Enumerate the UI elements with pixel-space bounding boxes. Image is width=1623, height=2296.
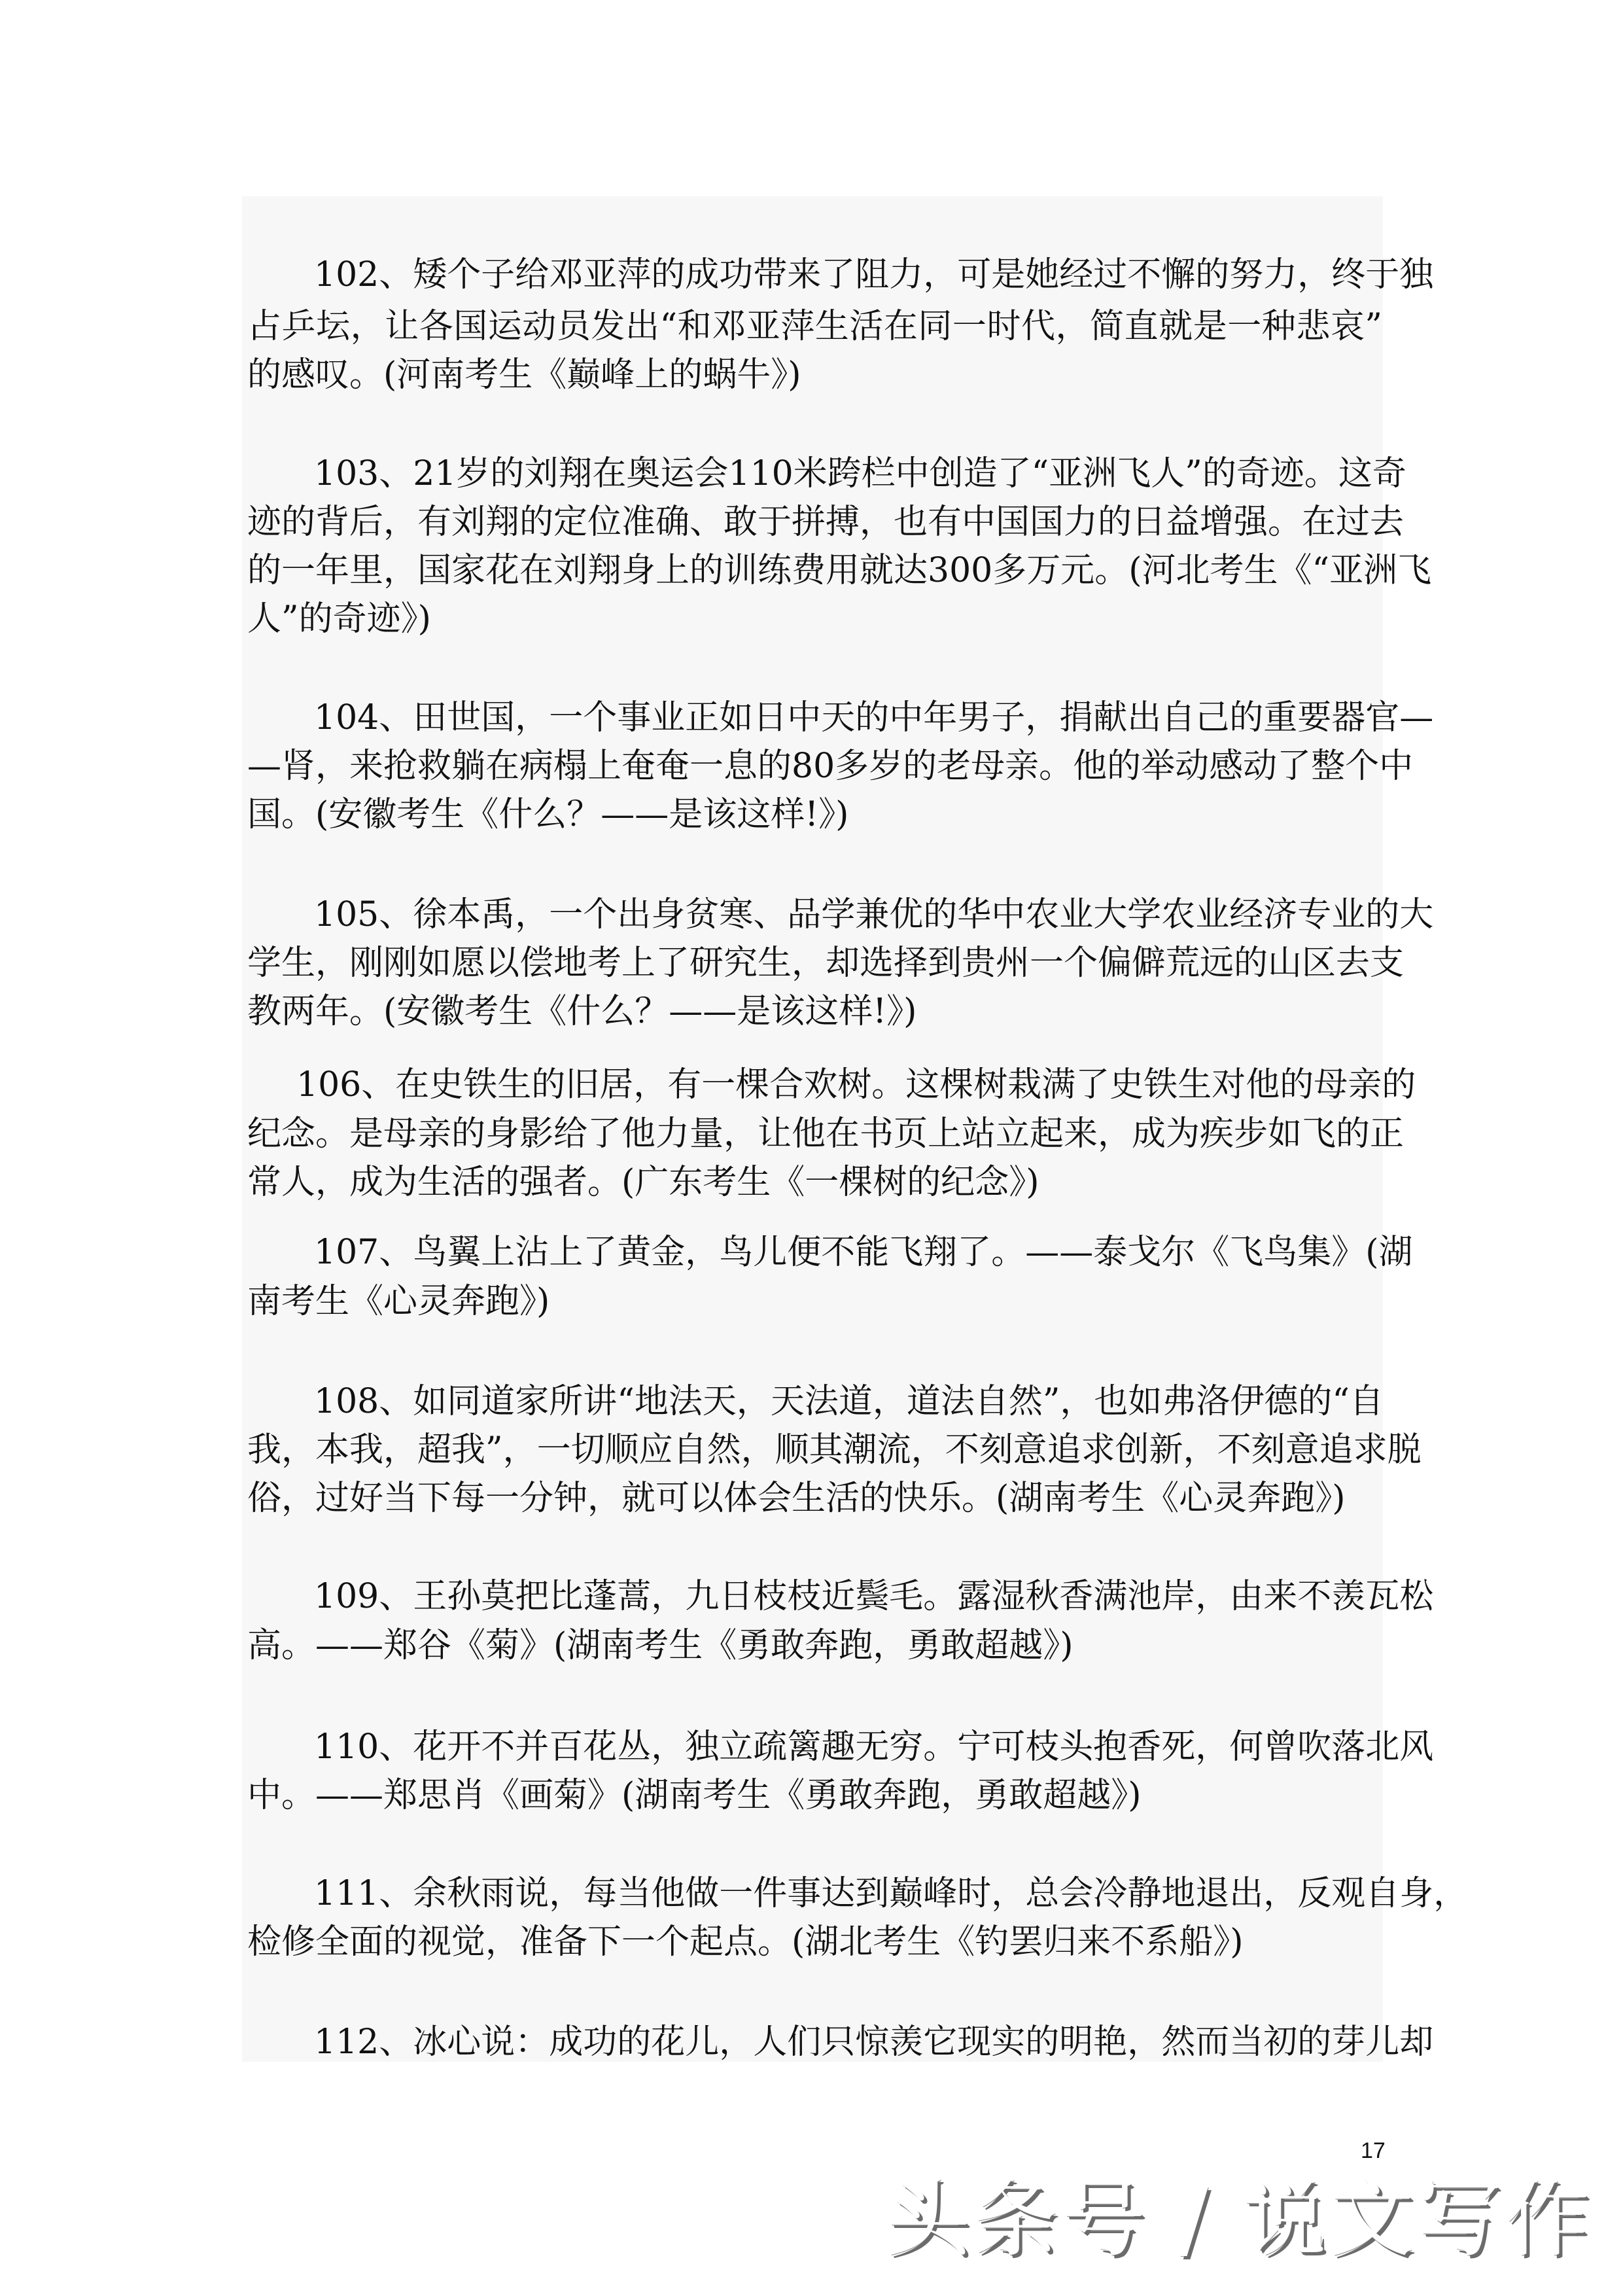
entry-104-line-2: —肾，来抢救躺在病榻上奄奄一息的80多岁的老母亲。他的举动感动了整个中 (247, 747, 1414, 786)
entry-107-line-1: 107、鸟翼上沾上了黄金，鸟儿便不能飞翔了。——泰戈尔《飞鸟集》(湖 (314, 1233, 1413, 1272)
entry-105-line-1: 105、徐本禹，一个出身贫寒、品学兼优的华中农业大学农业经济专业的大 (314, 895, 1434, 934)
page-number: 17 (1361, 2138, 1386, 2163)
entry-106-line-2: 纪念。是母亲的身影给了他力量，让他在书页上站立起来，成为疾步如飞的正 (247, 1114, 1405, 1154)
entry-109-line-1: 109、王孙莫把比蓬蒿，九日枝枝近鬓毛。露湿秋香满池岸，由来不羡瓦松 (314, 1577, 1434, 1616)
entry-108-line-3: 俗，过好当下每一分钟，就可以体会生活的快乐。(湖南考生《心灵奔跑》) (247, 1479, 1346, 1518)
entry-108-line-2: 我，本我，超我”，一切顺应自然，顺其潮流，不刻意追求创新，不刻意追求脱 (247, 1430, 1422, 1470)
entry-108-line-1: 108、如同道家所讲“地法天，天法道，道法自然”，也如弗洛伊德的“自 (314, 1382, 1384, 1421)
entry-112-line-1: 112、冰心说：成功的花儿，人们只惊羡它现实的明艳，然而当初的芽儿却 (314, 2022, 1434, 2062)
entry-106-line-3: 常人，成为生活的强者。(广东考生《一棵树的纪念》) (247, 1163, 1039, 1202)
entry-103-line-3: 的一年里，国家花在刘翔身上的训练费用就达300多万元。(河北考生《“亚洲飞 (247, 551, 1432, 590)
entry-102-line-1: 102、矮个子给邓亚萍的成功带来了阻力，可是她经过不懈的努力，终于独 (314, 255, 1434, 294)
watermark-text: 头条号 / 说文写作 (886, 2171, 1594, 2269)
entry-109-line-2: 高。——郑谷《菊》(湖南考生《勇敢奔跑，勇敢超越》) (247, 1626, 1073, 1665)
entry-111-line-2: 检修全面的视觉，准备下一个起点。(湖北考生《钓罢归来不系船》) (247, 1922, 1244, 1962)
entry-110-line-1: 110、花开不并百花丛，独立疏篱趣无穷。宁可枝头抱香死，何曾吹落北风 (314, 1727, 1434, 1767)
entry-105-line-2: 学生，刚刚如愿以偿地考上了研究生，却选择到贵州一个偏僻荒远的山区去支 (247, 944, 1405, 983)
entry-103-line-1: 103、21岁的刘翔在奥运会110米跨栏中创造了“亚洲飞人”的奇迹。这奇 (314, 454, 1406, 493)
entry-110-line-2: 中。——郑思肖《画菊》(湖南考生《勇敢奔跑，勇敢超越》) (247, 1776, 1142, 1815)
entry-106-line-1: 106、在史铁生的旧居，有一棵合欢树。这棵树栽满了史铁生对他的母亲的 (296, 1065, 1416, 1104)
entry-111-line-1: 111、余秋雨说，每当他做一件事达到巅峰时，总会冷静地退出，反观自身， (314, 1874, 1468, 1913)
entry-104-line-3: 国。(安徽考生《什么？——是该这样!》) (247, 795, 849, 834)
entry-107-line-2: 南考生《心灵奔跑》) (247, 1282, 550, 1321)
entry-103-line-2: 迹的背后，有刘翔的定位准确、敢于拼搏，也有中国国力的日益增强。在过去 (247, 503, 1405, 542)
entry-102-line-2: 占乒坛，让各国运动员发出“和邓亚萍生活在同一时代，简直就是一种悲哀” (247, 307, 1382, 346)
entry-102-line-3: 的感叹。(河南考生《巅峰上的蜗牛》) (247, 355, 801, 395)
entry-105-line-3: 教两年。(安徽考生《什么？——是该这样!》) (247, 992, 917, 1031)
entry-103-line-4: 人”的奇迹》) (247, 599, 431, 639)
entry-104-line-1: 104、田世国，一个事业正如日中天的中年男子，捐献出自己的重要器官— (314, 698, 1434, 737)
